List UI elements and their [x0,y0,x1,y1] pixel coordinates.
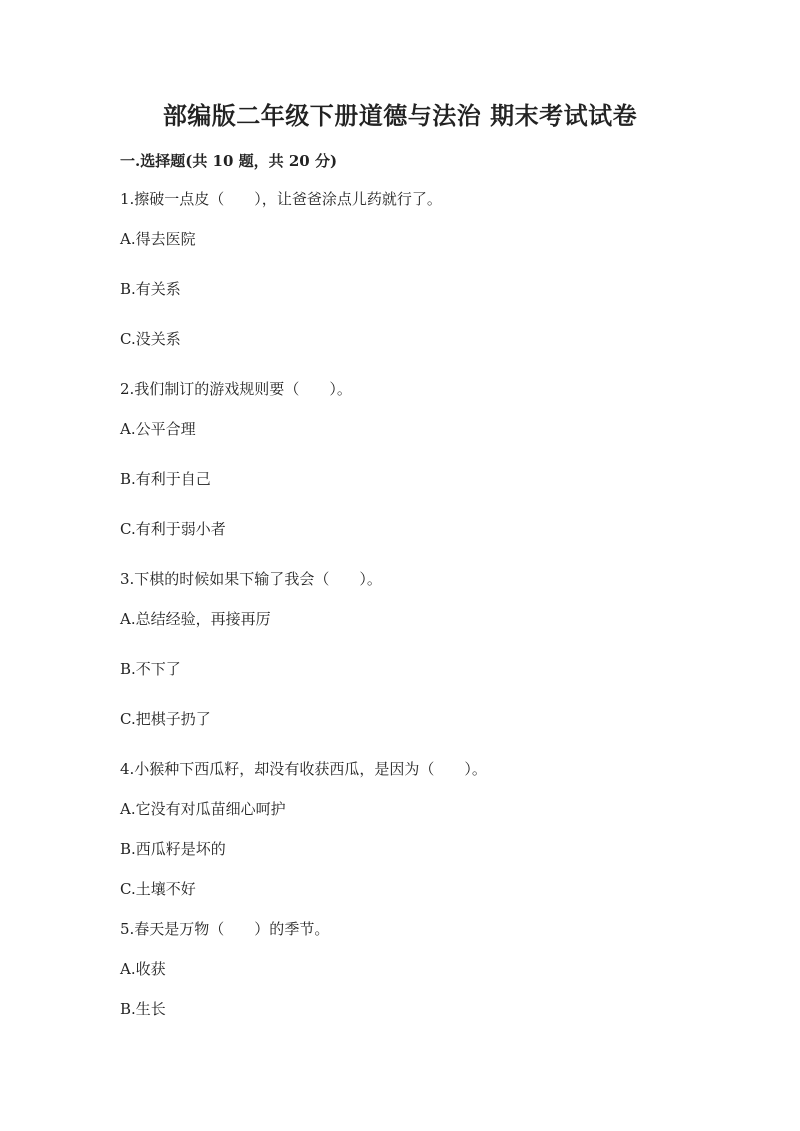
question-3: 3.下棋的时候如果下输了我会（ ）。 [120,570,382,588]
option-4b: B.西瓜籽是坏的 [120,840,226,858]
option-5b: B.生长 [120,1000,166,1018]
question-1: 1.擦破一点皮（ ），让爸爸涂点儿药就行了。 [120,190,442,208]
option-1c: C.没关系 [120,330,181,348]
option-3a: A.总结经验，再接再厉 [120,610,271,628]
option-3c: C.把棋子扔了 [120,710,211,728]
option-1b: B.有关系 [120,280,181,298]
question-5: 5.春天是万物（ ）的季节。 [120,920,330,938]
option-4c: C.土壤不好 [120,880,196,898]
option-2b: B.有利于自己 [120,470,211,488]
option-3b: B.不下了 [120,660,181,678]
page-title: 部编版二年级下册道德与法治 期末考试试卷 [162,101,638,130]
option-4a: A.它没有对瓜苗细心呵护 [120,800,286,818]
option-2c: C.有利于弱小者 [120,520,226,538]
option-5a: A.收获 [120,960,166,978]
option-1a: A.得去医院 [120,230,196,248]
question-4: 4.小猴种下西瓜籽，却没有收获西瓜，是因为（ ）。 [120,760,487,778]
question-2: 2.我们制订的游戏规则要（ ）。 [120,380,352,398]
option-2a: A.公平合理 [120,420,196,438]
section-heading: 一.选择题(共 10 题，共 20 分) [120,152,338,170]
